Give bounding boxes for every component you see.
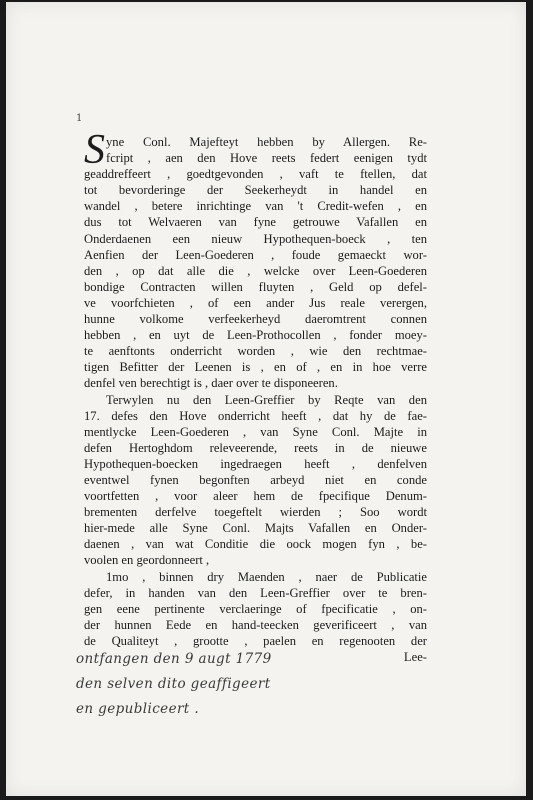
text-line: 17. defes den Hove onderricht heeft , dat hy de fae- [84, 408, 427, 423]
document-page [6, 2, 526, 796]
handwritten-line: den selven dito geaffigeert [76, 676, 271, 692]
handwritten-line: ontfangen den 9 augt 1779 [76, 651, 272, 667]
text-line: dus tot Welvaeren van fyne getrouwe Vafallen en [84, 215, 427, 230]
text-line: bondige Contracten willen fluyten , Geld op defel- [84, 279, 427, 294]
text-line: hier-mede alle Syne Conl. Majts Vafallen en Onder- [84, 521, 427, 536]
printed-text-block [84, 134, 427, 665]
text-line: denfel ven berechtigt is , daer over te disponeeren. [84, 376, 338, 391]
text-line: voolen en geordonneert , [84, 553, 210, 568]
text-line: yne Conl. Majefteyt hebben by Allergen. Re- [106, 135, 427, 149]
handwritten-note [76, 647, 406, 722]
text-line: voortfetten , voor aleer hem de fpecifique Denum- [84, 489, 427, 504]
text-line: de Qualiteyt , grootte , paelen en regenooten der [84, 633, 427, 648]
text-line: Hypothequen-boecken ingedraegen heeft , denfelven [84, 456, 427, 471]
text-line: gen eene pertinente verclaeringe of fpecificatie , on- [84, 601, 427, 616]
handwritten-line: en gepubliceert . [76, 701, 200, 717]
text-line: hebben , en uyt de Leen-Prothocollen , fonder moey- [84, 328, 427, 343]
drop-capital: S [84, 127, 105, 173]
text-line: Onderdaenen een nieuw Hypothequen-boeck , ten [84, 231, 427, 246]
text-line: te aenftonts onderricht worden , wie den rechtmae- [84, 344, 427, 359]
text-line: defer, in handen van den Leen-Greffier over te bren- [84, 585, 427, 600]
text-line: hunne volkome verfeekerheyd daeromtrent connen [84, 312, 427, 327]
margin-mark: 1 [76, 113, 83, 124]
text-line: Aenfien der Leen-Goederen , foude gemaeckt wor- [84, 247, 427, 262]
opening-lines [84, 134, 427, 166]
text-line: daenen , van wat Conditie die oock mogen fyn , be- [84, 537, 427, 552]
text-line: der hunnen Eede en hand-teecken geverificeert , van [84, 617, 427, 632]
text-line: ve voorfchieten , of een ander Jus reale verergen, [84, 295, 427, 310]
text-line: eventwel fynen begonften arbeyd niet en conde [84, 472, 427, 487]
text-line: Terwylen nu den Leen-Greffier by Reqte van den [106, 392, 427, 407]
text-line: tigen Befitter der Leenen is , en of , en in hoe verre [84, 360, 427, 375]
text-line: mentlycke Leen-Goederen , van Syne Conl. Majte in [84, 424, 427, 439]
text-line: defen Hertoghdom releveerende, reets in de nieuwe [84, 440, 427, 455]
text-line: 1mo , binnen dry Maenden , naer de Publicatie [106, 569, 427, 584]
catchword: Lee- [403, 650, 427, 664]
text-line: den , op dat alle die , welcke over Leen-Goederen [84, 263, 427, 278]
text-line: brementen derfelve toegeftelt wierden ; Soo wordt [84, 505, 427, 520]
text-line: tot bevorderinge der Seekerheydt in handel en [84, 183, 427, 198]
text-line: wandel , betere inrichtinge van 't Credit-wefen , en [84, 199, 427, 214]
text-line: fcript , aen den Hove reets federt eenigen tydt [106, 151, 427, 166]
text-line: geaddreffeert , goedtgevonden , vaft te ftellen, dat [84, 167, 427, 182]
